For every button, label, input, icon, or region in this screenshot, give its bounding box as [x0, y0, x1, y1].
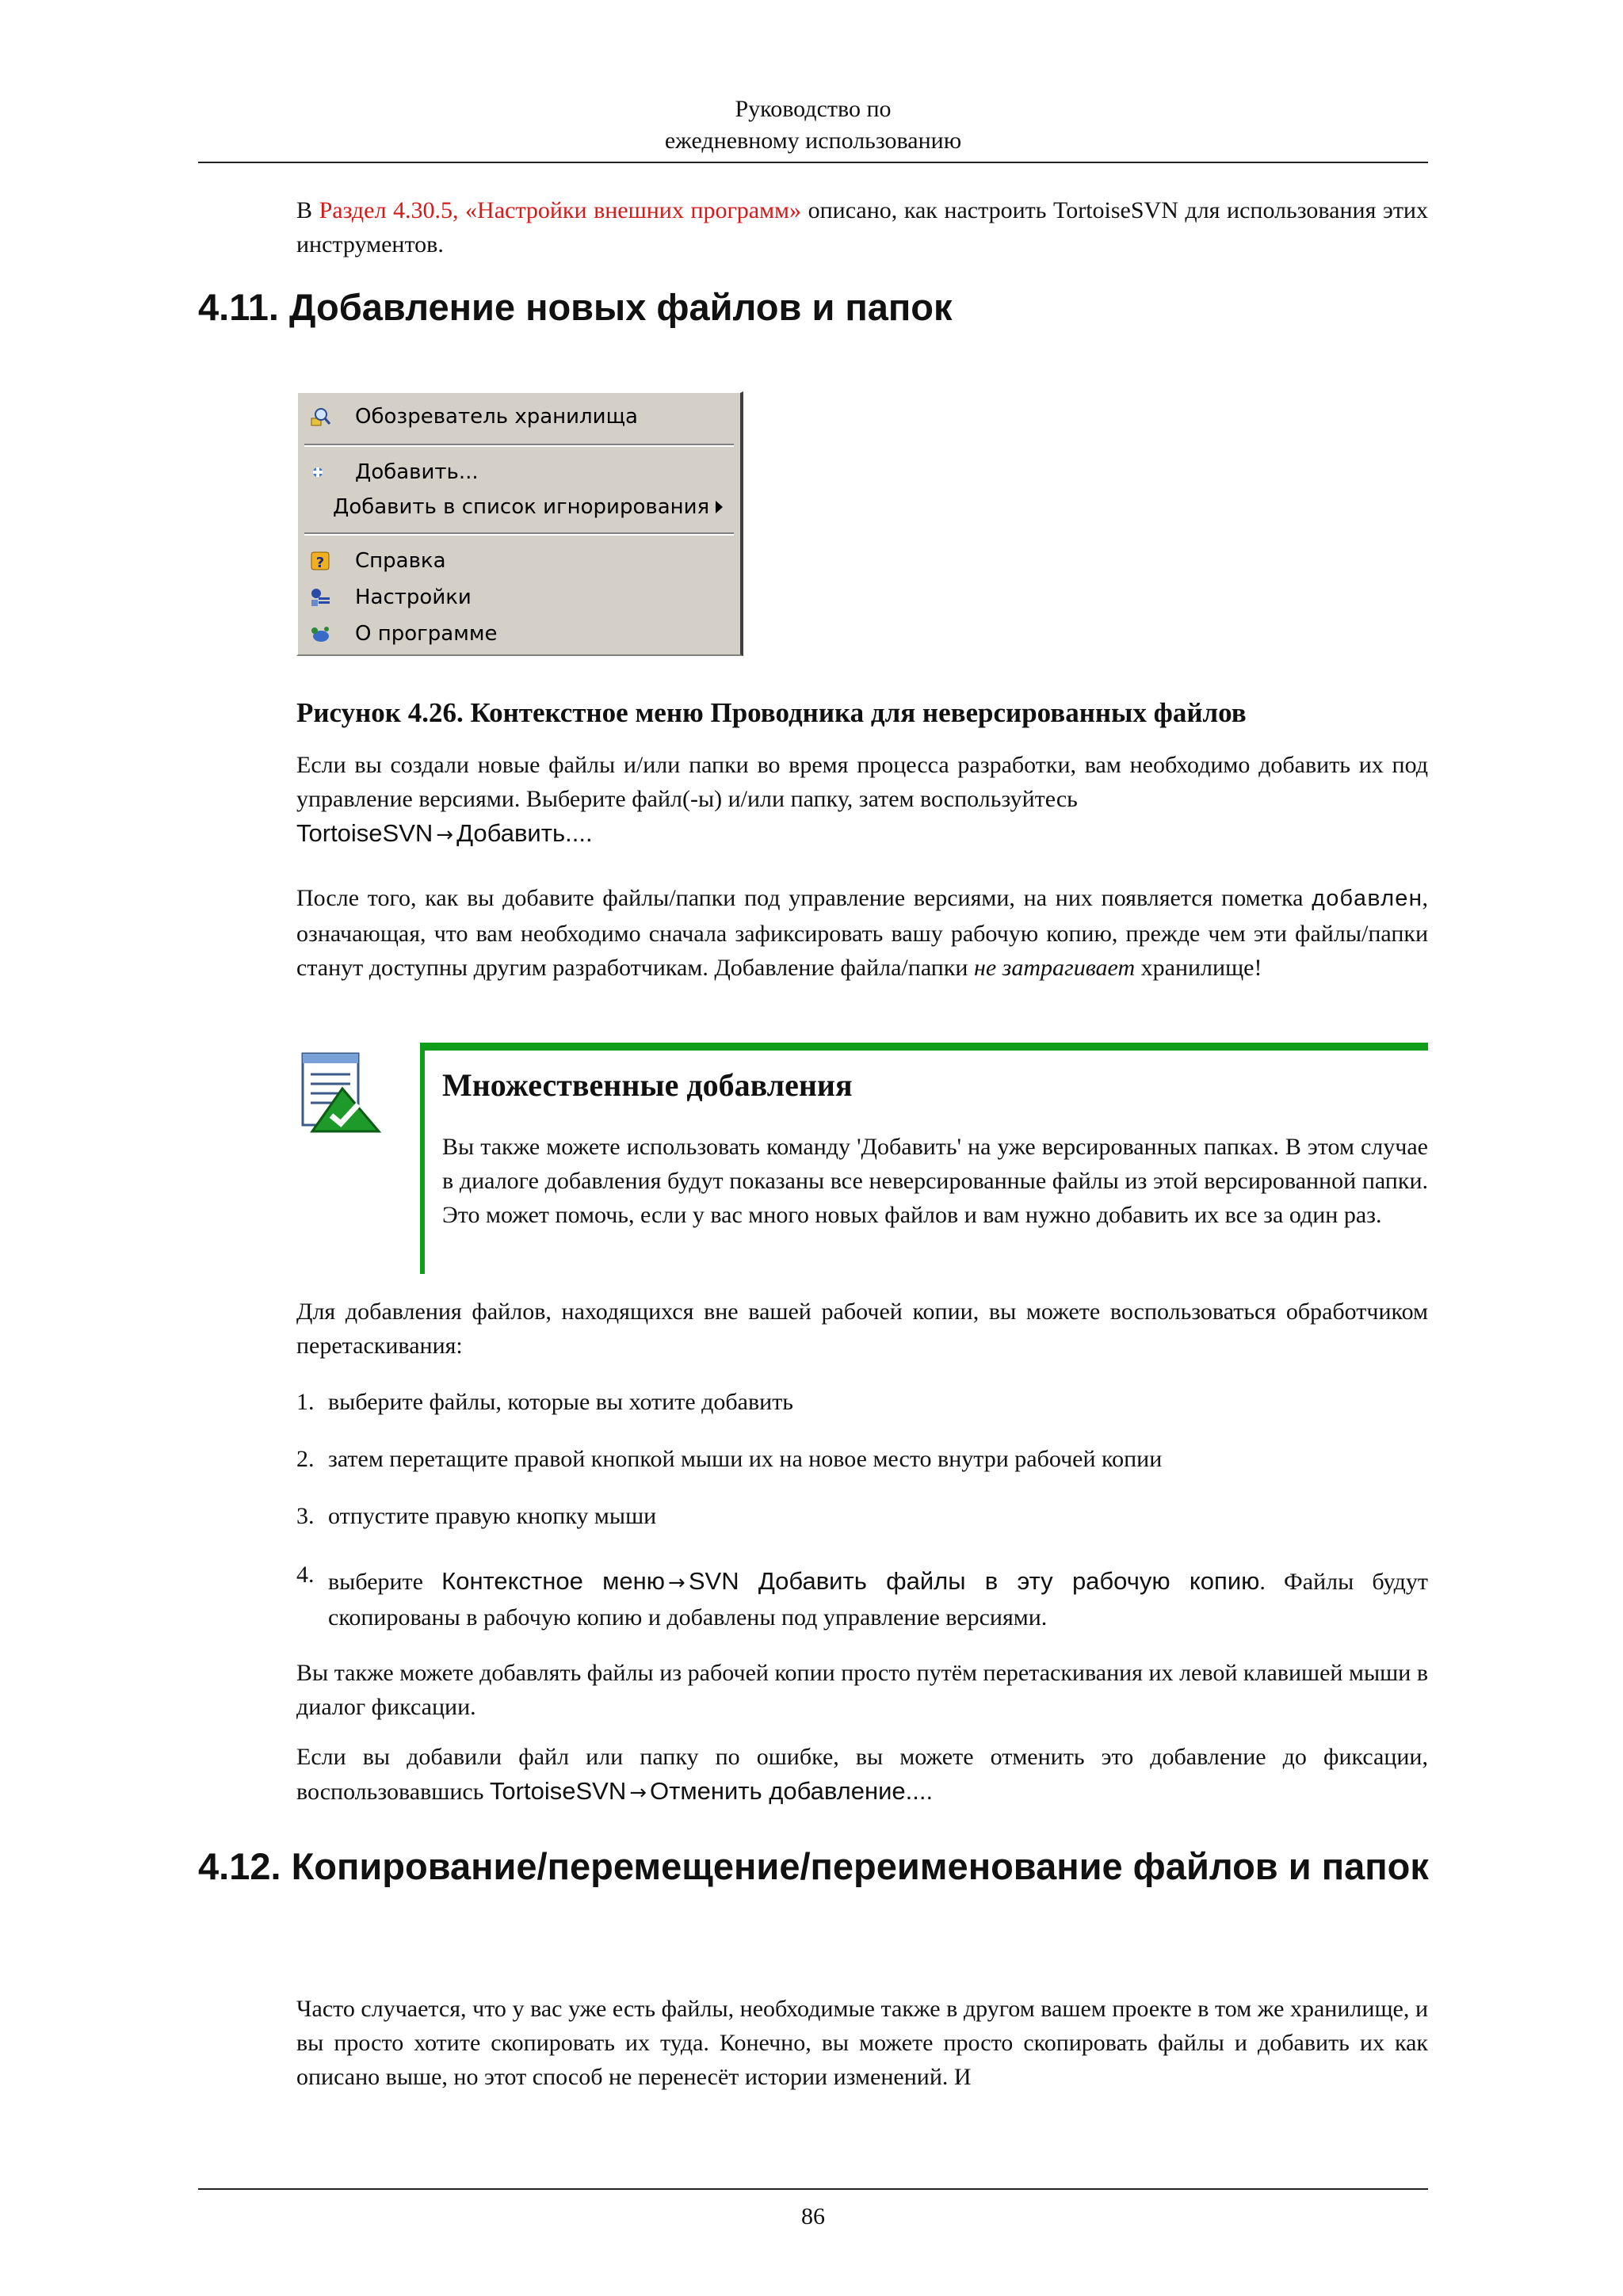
menu-item-label: Обозреватель хранилища [355, 405, 638, 429]
menu-item-label: Добавить... [355, 460, 479, 484]
menu-separator [304, 444, 734, 447]
tip-left-border [420, 1043, 425, 1274]
about-icon [309, 623, 331, 645]
menu-item-about[interactable] [298, 616, 740, 651]
emphasis-text: не затрагивает [973, 955, 1136, 981]
tip-top-border [420, 1043, 1428, 1051]
menu-item-label: О программе [355, 622, 498, 646]
status-code-added: добавлен [1312, 887, 1423, 913]
menu-item-repo-browser[interactable] [298, 399, 740, 434]
list-text-pre: выберите [328, 1569, 442, 1595]
list-number: 2. [296, 1446, 315, 1472]
menu-path-context-menu: Контекстное меню [441, 1567, 666, 1595]
menu-path-revert-add: Отменить добавление... [650, 1777, 926, 1805]
tip-body [442, 1130, 1428, 1232]
paragraph-text: хранилище! [1135, 955, 1262, 981]
settings-icon [309, 586, 331, 608]
intro-text-post: описано, как настроить TortoiseSVN для использования этих инструментов. [296, 197, 1428, 257]
tip-title: Множественные добавления [442, 1067, 853, 1103]
menu-item-label: Настройки [355, 585, 472, 609]
paragraph-undo-add [296, 1740, 1428, 1810]
menu-arrow-icon: → [629, 1781, 647, 1805]
menu-item-label: Добавить в список игнорирования [333, 495, 710, 519]
tip-box [420, 1043, 1428, 1274]
help-icon [309, 550, 331, 572]
list-number: 4. [296, 1562, 315, 1588]
intro-paragraph [296, 193, 1428, 261]
menu-arrow-icon: → [436, 823, 454, 847]
section-heading-4-12: 4.12. Копирование/перемещение/переименование файлов и папок [198, 1845, 1429, 1887]
sentence-end: . [585, 819, 593, 847]
repo-browser-icon [309, 406, 331, 428]
paragraph-text: После того, как вы добавите файлы/папки под управление версиями, на них появляется пометка [296, 885, 1312, 911]
header-line-1: Руководство по [735, 96, 892, 122]
list-number: 3. [296, 1503, 315, 1529]
list-text: выберите файлы, которые вы хотите добавить [328, 1389, 793, 1415]
footer-rule [198, 2188, 1428, 2190]
menu-item-settings[interactable] [298, 580, 740, 615]
paragraph-text: Вы также можете добавлять файлы из рабочей копии просто путём перетаскивания их левой клавишей мыши в диалог фиксации. [296, 1660, 1428, 1720]
paragraph-added-status [296, 881, 1428, 985]
paragraph-add-files [296, 748, 1428, 852]
paragraph-copy-files [296, 1992, 1428, 2094]
list-number: 1. [296, 1389, 315, 1415]
list-text: отпустите правую кнопку мыши [328, 1503, 657, 1529]
intro-text-pre: В [296, 197, 319, 223]
svg-text:?: ? [315, 555, 325, 571]
list-text-post: . Файлы будут скопированы в рабочую копию и добавлены под управление версиями. [328, 1569, 1428, 1630]
paragraph-drag-handler [296, 1295, 1428, 1363]
paragraph-text: Для добавления файлов, находящихся вне вашей рабочей копии, вы можете воспользоваться обработчиком перетаскивания: [296, 1299, 1428, 1359]
menu-path-add: Добавить... [456, 819, 586, 847]
tip-text: Вы также можете использовать команду 'Добавить' на уже версированных папках. В этом случае в диалоге добавления будут показаны все неверсированные файлы из этой версированной папки. Это может помочь, если у вас много новых файлов и вам нужно добавить их все за один раз. [442, 1134, 1428, 1228]
menu-item-add-to-ignore[interactable] [298, 490, 740, 524]
paragraph-commit-drag [296, 1656, 1428, 1724]
section-link[interactable]: Раздел 4.30.5, «Настройки внешних программ» [319, 197, 802, 223]
menu-item-add[interactable] [298, 455, 740, 490]
menu-item-label: Справка [355, 549, 446, 573]
header-rule [198, 162, 1428, 163]
menu-path-tortoisesvn: TortoiseSVN [489, 1777, 627, 1805]
submenu-arrow-icon [716, 501, 723, 513]
header-line-2: ежедневному использованию [664, 128, 962, 154]
tip-notepad-icon [296, 1043, 391, 1146]
section-heading-4-11: 4.11. Добавление новых файлов и папок [198, 286, 953, 328]
running-header [198, 93, 1428, 157]
paragraph-text: Если вы создали новые файлы и/или папки во время процесса разработки, вам необходимо добавить их под управление версиями. Выберите файл(-ы) и/или папку, затем воспользуйтесь [296, 752, 1428, 812]
list-text [328, 1564, 1428, 1634]
context-menu-screenshot [296, 391, 743, 656]
paragraph-text: Часто случается, что у вас уже есть файлы, необходимые также в другом вашем проекте в том же хранилище, и вы просто хотите скопировать их туда. Конечно, вы можете просто скопировать файлы и добавить их как описано выше, но этот способ не перенесёт истории изменений. И [296, 1996, 1428, 2090]
menu-path-svn-add-files: SVN Добавить файлы в эту рабочую копию [688, 1567, 1260, 1595]
paragraph-text: Если вы добавили файл или папку по ошибке, вы можете отменить это добавление до фиксации, воспользовавшись [296, 1744, 1428, 1805]
menu-path-tortoisesvn: TortoiseSVN [296, 819, 433, 847]
page-number: 86 [801, 2203, 825, 2229]
sentence-end: . [926, 1777, 934, 1805]
list-text: затем перетащите правой кнопкой мыши их на новое место внутри рабочей копии [328, 1446, 1163, 1472]
menu-arrow-icon: → [668, 1571, 685, 1595]
menu-separator [304, 532, 734, 536]
figure-caption: Рисунок 4.26. Контекстное меню Проводника для неверсированных файлов [296, 697, 1247, 728]
menu-item-help[interactable] [298, 543, 740, 578]
add-icon [309, 461, 331, 483]
paragraph-text: , означающая, что вам необходимо сначала зафиксировать вашу рабочую копию, прежде чем эти файлы/папки станут доступны другим разработчикам. Добавление файла/папки [296, 885, 1428, 981]
